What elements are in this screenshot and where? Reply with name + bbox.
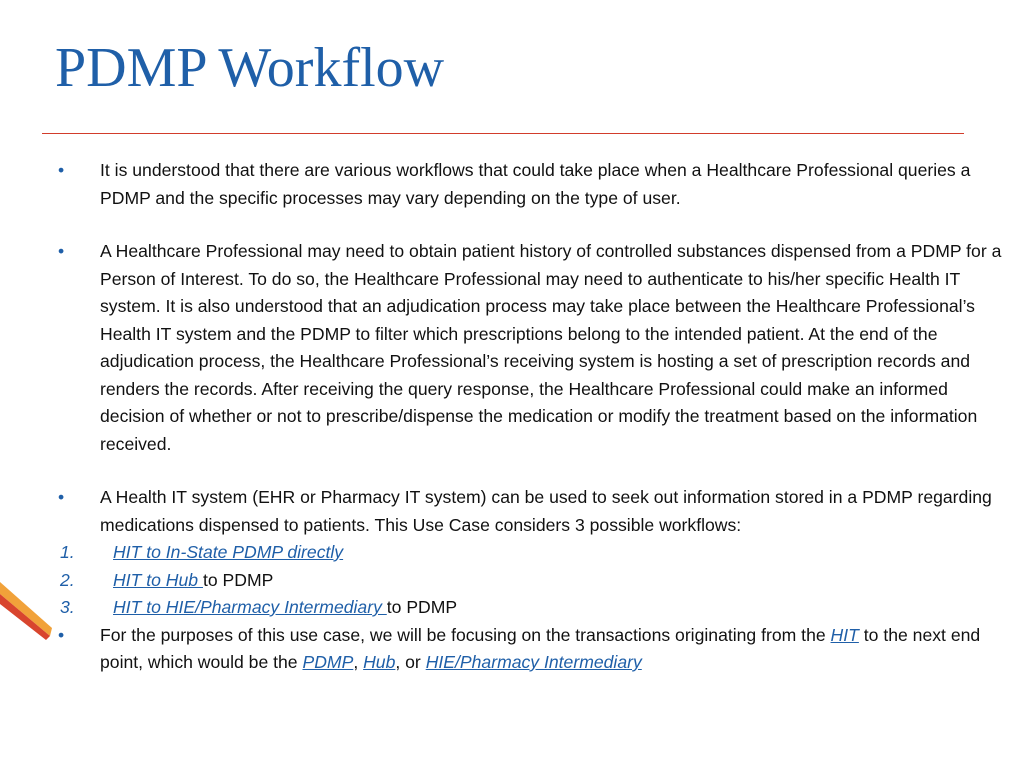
workflow-number: 1.	[60, 542, 75, 562]
link-hit[interactable]: HIT	[830, 624, 859, 645]
workflow-item	[58, 567, 1013, 595]
workflow-item	[58, 594, 1013, 622]
bullet-text: It is understood that there are various workflows that could take place when a Healthcare Professional queries a PDMP and the specific processes may vary depending on the type of user.	[100, 160, 971, 208]
separator-text: , or	[395, 652, 426, 672]
bullet-text: A Health IT system (EHR or Pharmacy IT system) can be used to seek out information stored in a PDMP regarding medications dispensed to patients. This Use Case considers 3 possible workflows:	[100, 487, 992, 535]
corner-swoosh-decoration	[0, 580, 52, 640]
bullet-marker: •	[58, 624, 65, 645]
page-title: PDMP Workflow	[55, 37, 445, 99]
workflow-number: 3.	[60, 597, 75, 617]
link-pdmp[interactable]: PDMP	[302, 652, 354, 672]
bullet-item	[58, 238, 1013, 458]
bullet-text: A Healthcare Professional may need to obtain patient history of controlled substances dispensed from a PDMP for a Person of Interest. To do so, the Healthcare Professional may need to authenticate to his/her specific Health IT system. It is also understood that an adjudication process may take place between the Healthcare Professional’s Health IT system and the PDMP to filter which prescriptions belong to the intended patient. At the end of the adjudication process, the Healthcare Professional’s receiving system is hosting a set of prescription records and renders the records. After receiving the query response, the Healthcare Professional could make an informed decision of whether or not to prescribe/dispense the medication or modify the treatment based on the information received.	[100, 241, 1002, 454]
bullet-item	[58, 622, 1013, 677]
bullet-marker: •	[58, 160, 65, 180]
bullet-marker: •	[58, 241, 65, 261]
link-hie-pharmacy[interactable]: HIE/Pharmacy Intermediary	[425, 652, 642, 672]
bullet-item	[58, 484, 1013, 539]
link-hub[interactable]: Hub	[363, 652, 396, 672]
bullet-marker: •	[58, 487, 65, 507]
workflow-suffix: to PDMP	[202, 569, 274, 590]
separator-text: ,	[353, 652, 364, 672]
bullet-item	[58, 157, 1013, 212]
workflow-link-in-state-pdmp[interactable]: HIT to In-State PDMP directly	[113, 542, 344, 562]
workflow-link-hie-pharmacy[interactable]: HIT to HIE/Pharmacy Intermediary	[113, 597, 387, 617]
title-divider	[42, 133, 964, 134]
bullet-text: For the purposes of this use case, we will be focusing on the transactions originating from the	[100, 624, 831, 645]
workflow-link-hub[interactable]: HIT to Hub	[113, 569, 203, 590]
bullet-text: to the next end point, which would be the	[100, 624, 981, 672]
workflow-number: 2.	[60, 569, 75, 590]
workflow-suffix: to PDMP	[386, 597, 458, 617]
workflow-item	[58, 539, 1013, 567]
slide-body	[58, 157, 1013, 677]
